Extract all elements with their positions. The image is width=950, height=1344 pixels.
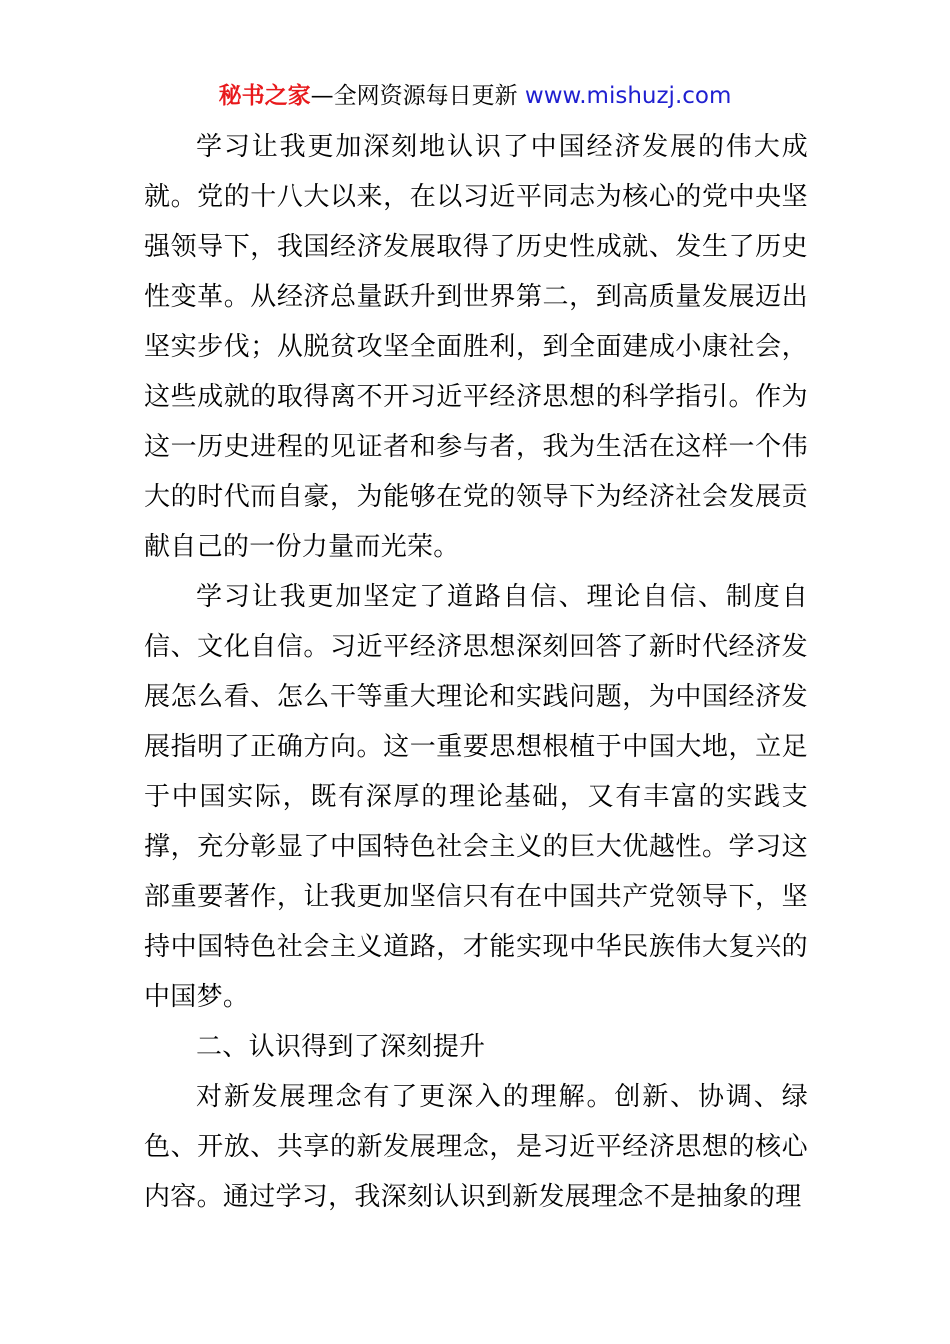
paragraph-achievements: 学习让我更加深刻地认识了中国经济发展的伟大成就。党的十八大以来，在以习近平同志为核心的党中央坚强领导下，我国经济发展取得了历史性成就、发生了历史性变革。从经济总量跃升到世界第二，到高质量发展迈出坚实步伐；从脱贫攻坚全面胜利，到全面建成小康社会，这些成就的取得离不开习近平经济思想的科学指引。作为这一历史进程的见证者和参与者，我为生活在这样一个伟大的时代而自豪，为能够在党的领导下为经济社会发展贡献自己的一份力量而光荣。 (144, 132, 808, 562)
site-url-link[interactable]: www.mishuzj.com (524, 83, 732, 109)
header-tagline: —全网资源每日更新 (310, 83, 525, 109)
paragraph-confidence: 学习让我更加坚定了道路自信、理论自信、制度自信、文化自信。习近平经济思想深刻回答了新时代经济发展怎么看、怎么干等重大理论和实践问题，为中国经济发展指明了正确方向。这一重要思想根植于中国大地，立足于中国实际，既有深厚的理论基础，又有丰富的实践支撑，充分彰显了中国特色社会主义的巨大优越性。学习这部重要著作，让我更加坚信只有在中国共产党领导下，坚持中国特色社会主义道路，才能实现中华民族伟大复兴的中国梦。 (144, 582, 808, 1012)
page-header (0, 80, 950, 112)
document-body (144, 122, 808, 1222)
paragraph-new-development: 对新发展理念有了更深入的理解。创新、协调、绿色、开放、共享的新发展理念，是习近平经济思想的核心内容。通过学习，我深刻认识到新发展理念不是抽象的理 (144, 1082, 808, 1212)
section-heading: 二、认识得到了深刻提升 (196, 1032, 486, 1062)
brand-name: 秘书之家 (218, 83, 311, 109)
